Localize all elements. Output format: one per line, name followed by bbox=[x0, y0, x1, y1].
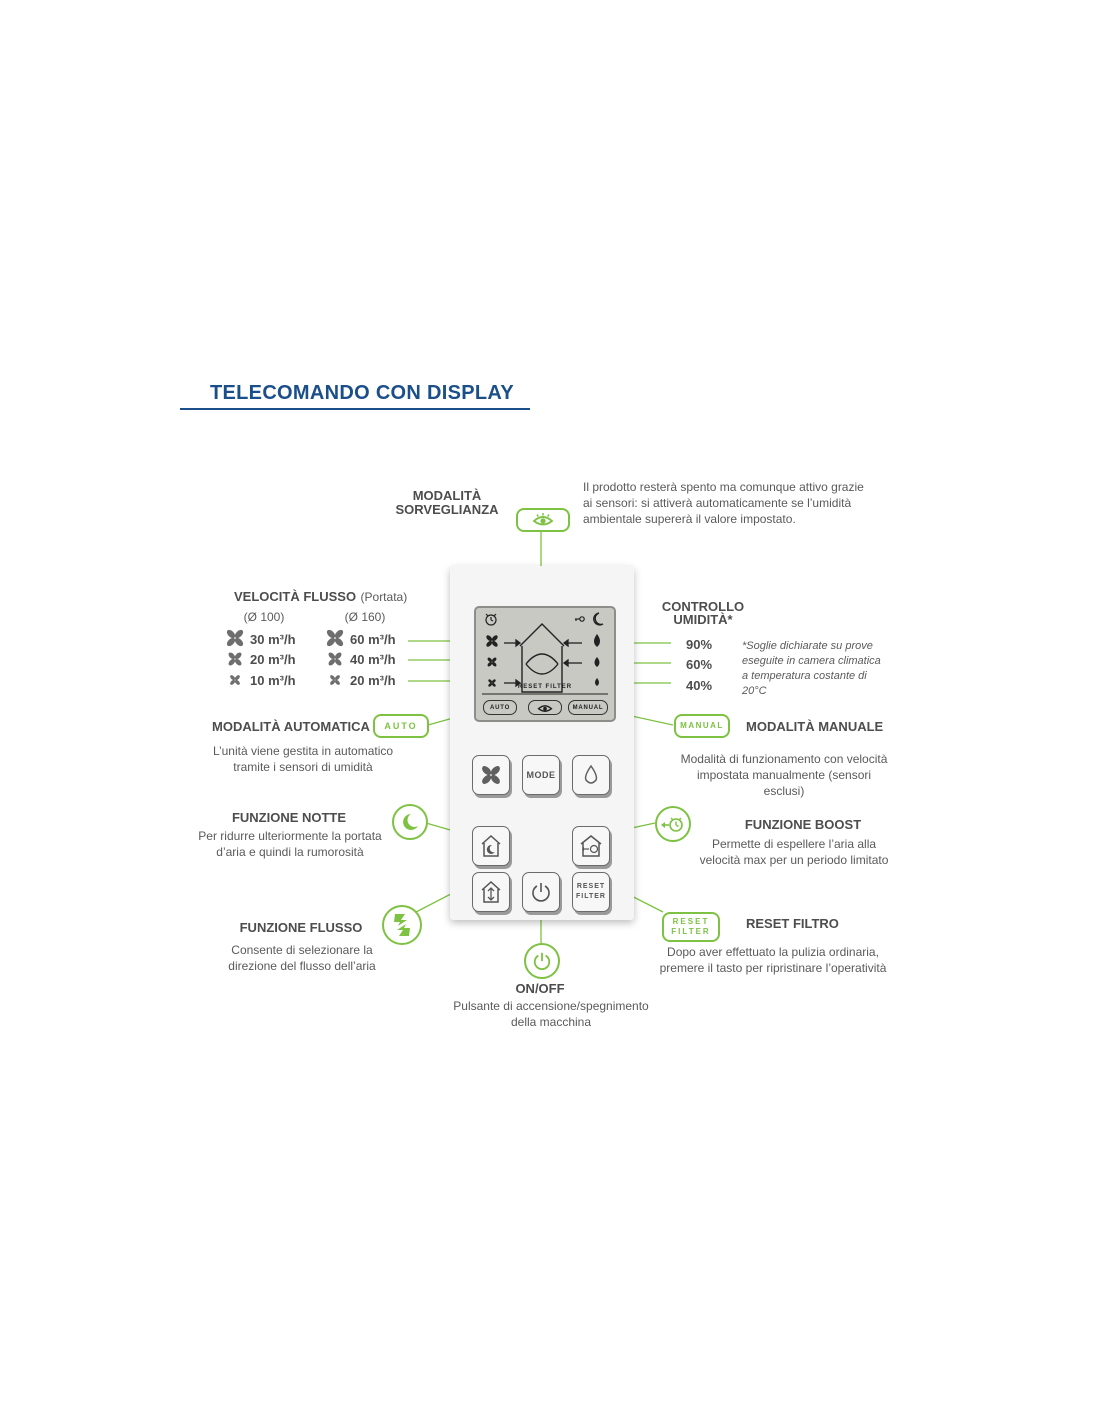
mode-button-label: MODE bbox=[526, 770, 556, 780]
speed-d100-low: 10 m³/h bbox=[250, 673, 296, 688]
humidity-button[interactable] bbox=[572, 755, 610, 795]
fan-icon bbox=[480, 764, 502, 786]
speed-d100-high: 30 m³/h bbox=[250, 632, 296, 647]
lcd-flow-arrows bbox=[504, 640, 582, 686]
boost-badge bbox=[655, 806, 691, 842]
lcd-display bbox=[474, 606, 616, 722]
house-moon-icon bbox=[479, 834, 503, 858]
lcd-auto-pill: AUTO bbox=[483, 700, 517, 715]
humidity-level-medium: 60% bbox=[686, 657, 713, 672]
boost-button[interactable] bbox=[572, 826, 610, 866]
fan-medium-icon bbox=[327, 651, 343, 667]
boost-description: Permette di espellere l’aria alla velocità max per un periodo limitato bbox=[699, 837, 889, 867]
humidity-level-low: 40% bbox=[686, 678, 713, 693]
flow-arrows-icon bbox=[391, 912, 413, 938]
house-clock-icon bbox=[578, 834, 604, 858]
fan-low-icon bbox=[329, 674, 341, 686]
auto-pill: AUTO bbox=[373, 714, 429, 738]
flow-direction-button[interactable] bbox=[472, 872, 510, 912]
lcd-eye-icon bbox=[537, 703, 553, 713]
flow-speed-label bbox=[234, 588, 407, 606]
fan-high-icon bbox=[325, 628, 345, 648]
flow-speed-suffix: (Portata) bbox=[360, 590, 408, 604]
manual-pill: MANUAL bbox=[674, 714, 730, 738]
d160-header: (Ø 160) bbox=[344, 610, 386, 624]
flow-direction-badge bbox=[382, 905, 422, 945]
lcd-key-icon bbox=[575, 617, 584, 621]
lcd-house-diagram bbox=[520, 624, 564, 692]
manual-mode-description: Modalità di funzionamento con velocità impostata manualmente (sensori esclusi) bbox=[680, 752, 888, 798]
night-description: Per ridurre ulteriormente la portata d’aria e quindi la rumorosità bbox=[198, 829, 382, 859]
humidity-level-high: 90% bbox=[686, 637, 713, 652]
drop-icon bbox=[583, 764, 599, 786]
lcd-manual-pill: MANUAL bbox=[568, 700, 608, 715]
surveillance-label bbox=[370, 489, 524, 517]
flow-speed-title: VELOCITÀ FLUSSO bbox=[234, 589, 357, 604]
night-button[interactable] bbox=[472, 826, 510, 866]
reset-filter-description: Dopo aver effettuato la pulizia ordinaria, premere il tasto per ripristinare l’operatività bbox=[659, 945, 887, 975]
surveillance-label-line1: MODALITÀ bbox=[412, 488, 482, 503]
d100-header: (Ø 100) bbox=[243, 610, 285, 624]
flow-direction-description: Consente di selezionare la direzione del flusso dell’aria bbox=[228, 943, 376, 973]
mode-button[interactable] bbox=[522, 755, 560, 795]
night-label: FUNZIONE NOTTE bbox=[231, 810, 347, 825]
onoff-label: ON/OFF bbox=[515, 981, 565, 996]
lcd-moon-icon bbox=[594, 613, 603, 625]
lcd-fan-icons bbox=[485, 634, 499, 687]
power-button[interactable] bbox=[522, 872, 560, 912]
reset-filter-button[interactable] bbox=[572, 872, 610, 912]
reset-filter-pill bbox=[662, 912, 720, 942]
power-icon bbox=[530, 881, 552, 903]
surveillance-label-line2: SORVEGLIANZA bbox=[395, 502, 499, 517]
house-flow-icon bbox=[479, 880, 503, 904]
humidity-label-line1: CONTROLLO bbox=[661, 599, 745, 614]
speed-d160-high: 60 m³/h bbox=[350, 632, 396, 647]
lcd-surveillance-pill bbox=[528, 700, 562, 715]
onoff-description: Pulsante di accensione/spegnimento della macchina bbox=[453, 999, 649, 1029]
humidity-label-line2: UMIDITÀ* bbox=[673, 612, 733, 627]
reset-filter-pill-line2: FILTER bbox=[671, 927, 711, 936]
page-title: TELECOMANDO CON DISPLAY bbox=[210, 382, 514, 404]
manual-mode-label: MODALITÀ MANUALE bbox=[746, 719, 884, 734]
power-icon bbox=[532, 951, 552, 971]
auto-mode-description: L’unità viene gestita in automatico tramite i sensori di umidità bbox=[212, 744, 394, 774]
fan-low-icon bbox=[229, 674, 241, 686]
humidity-footnote: *Soglie dichiarate su prove eseguite in camera climatica a temperatura costante di 20°C bbox=[742, 640, 881, 697]
reset-filter-button-label bbox=[576, 882, 606, 902]
alarm-clock-icon bbox=[660, 813, 686, 835]
auto-mode-label: MODALITÀ AUTOMATICA bbox=[212, 719, 370, 734]
surveillance-pill bbox=[516, 508, 570, 532]
lcd-reset-filter-text: RESET FILTER bbox=[517, 684, 573, 690]
speed-d160-medium: 40 m³/h bbox=[350, 652, 396, 667]
reset-filter-pill-line1: RESET bbox=[672, 917, 710, 926]
eye-icon bbox=[532, 513, 554, 527]
lcd-alarm-clock-icon bbox=[486, 614, 496, 625]
fan-speed-button[interactable] bbox=[472, 755, 510, 795]
fan-high-icon bbox=[225, 628, 245, 648]
flow-direction-label: FUNZIONE FLUSSO bbox=[239, 920, 363, 935]
speed-d160-low: 20 m³/h bbox=[350, 673, 396, 688]
humidity-label bbox=[650, 600, 756, 626]
onoff-badge bbox=[524, 943, 560, 979]
surveillance-description: Il prodotto resterà spento ma comunque attivo grazie ai sensori: si attiverà automaticamente se l’umidità ambientale supererà il valore impostato. bbox=[583, 480, 864, 526]
fan-medium-icon bbox=[227, 651, 243, 667]
reset-filter-line1: RESET bbox=[576, 883, 606, 890]
boost-label: FUNZIONE BOOST bbox=[744, 817, 862, 832]
night-badge bbox=[392, 804, 428, 840]
speed-d100-medium: 20 m³/h bbox=[250, 652, 296, 667]
reset-filter-label: RESET FILTRO bbox=[746, 916, 839, 931]
lcd-drop-icons bbox=[594, 634, 600, 686]
reset-filter-line2: FILTER bbox=[576, 893, 606, 900]
moon-icon bbox=[399, 811, 421, 833]
